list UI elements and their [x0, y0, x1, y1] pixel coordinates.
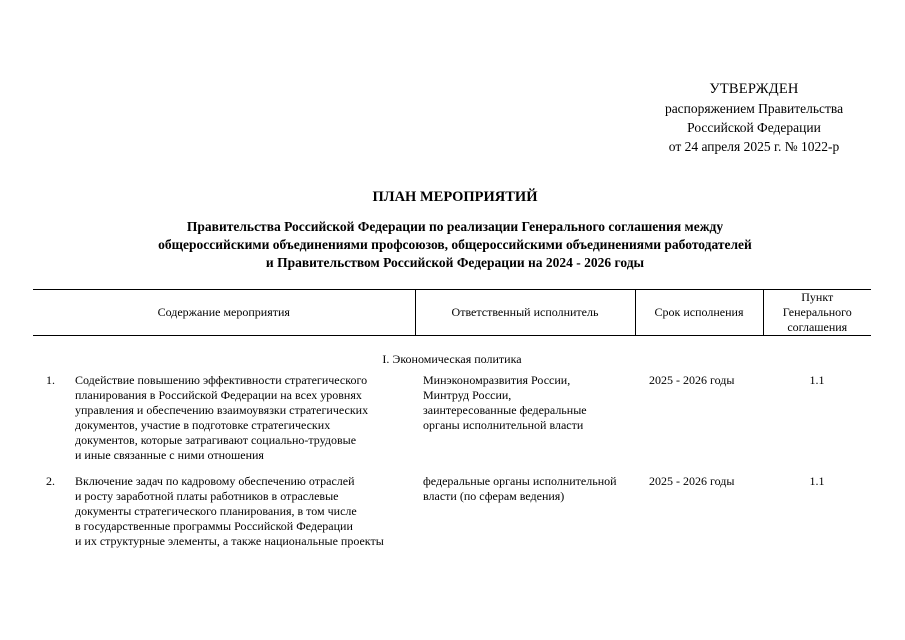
- row-executor-line: Минэкономразвития России,: [423, 373, 571, 387]
- row-content-line: в государственные программы Российской Федерации: [75, 519, 353, 533]
- row-executor: [415, 371, 635, 472]
- row-term: 2025 - 2026 годы: [649, 474, 735, 488]
- row-content-line: планирования в Российской Федерации на всех уровнях: [75, 388, 362, 402]
- row-number: 2.: [46, 474, 55, 488]
- plan-table: [33, 289, 871, 558]
- subtitle-line-1: Правительства Российской Федерации по реализации Генерального соглашения между: [186, 219, 724, 234]
- header-content: Содержание мероприятия: [33, 290, 415, 336]
- document-title: ПЛАН МЕРОПРИЯТИЙ: [372, 189, 538, 205]
- row-content-line: документов, участие в подготовке стратегических: [75, 418, 331, 432]
- row-executor-line: заинтересованные федеральные: [423, 403, 587, 417]
- row-executor-line: органы исполнительной власти: [423, 418, 584, 432]
- subtitle-line-2: общероссийскими объединениями профсоюзов, общероссийскими объединениями работодателей: [158, 237, 752, 252]
- approved-label: УТВЕРЖДЕН: [709, 81, 799, 97]
- row-content: [75, 472, 415, 558]
- row-executor-line: Минтруд России,: [423, 388, 512, 402]
- approval-stamp: [628, 80, 880, 156]
- header-point: [763, 290, 871, 336]
- table-row: [33, 371, 871, 472]
- table-header-row: [33, 290, 871, 336]
- row-content-line: управления и обеспечению взаимоувязки стратегических: [75, 403, 369, 417]
- header-term: Срок исполнения: [635, 290, 763, 336]
- approval-line-1: распоряжением Правительства: [664, 101, 844, 116]
- row-content-line: Включение задач по кадровому обеспечению отраслей: [75, 474, 355, 488]
- approval-line-3: от 24 апреля 2025 г. № 1022-р: [668, 139, 840, 154]
- row-point: 1.1: [809, 474, 825, 488]
- row-content: [75, 371, 415, 472]
- row-content-line: и росту заработной платы работников в отраслевые: [75, 489, 339, 503]
- row-executor-line: власти (по сферам ведения): [423, 489, 565, 503]
- header-point-line-2: Генерального: [782, 305, 852, 319]
- header-executor: Ответственный исполнитель: [415, 290, 635, 336]
- header-point-line-3: соглашения: [787, 320, 848, 334]
- row-term: 2025 - 2026 годы: [649, 373, 735, 387]
- section-title: I. Экономическая политика: [382, 352, 522, 366]
- row-content-line: и иные связанные с ними отношения: [75, 448, 264, 462]
- approval-line-2: Российской Федерации: [687, 120, 821, 135]
- table-row: [33, 472, 871, 558]
- row-point: 1.1: [809, 373, 825, 387]
- document-title-block: [40, 188, 870, 272]
- header-point-line-1: Пункт: [801, 290, 834, 304]
- row-content-line: документов, которые затрагивают социально-трудовые: [75, 433, 357, 447]
- row-number: 1.: [46, 373, 55, 387]
- row-executor: [415, 472, 635, 558]
- row-content-line: и их структурные элементы, а также национальные проекты: [75, 534, 384, 548]
- document-subtitle: [40, 218, 870, 272]
- row-content-line: Содействие повышению эффективности стратегического: [75, 373, 368, 387]
- subtitle-line-3: и Правительством Российской Федерации на 2024 - 2026 годы: [265, 255, 645, 270]
- section-row: [33, 336, 871, 372]
- row-content-line: документы стратегического планирования, в том числе: [75, 504, 357, 518]
- row-executor-line: федеральные органы исполнительной: [423, 474, 617, 488]
